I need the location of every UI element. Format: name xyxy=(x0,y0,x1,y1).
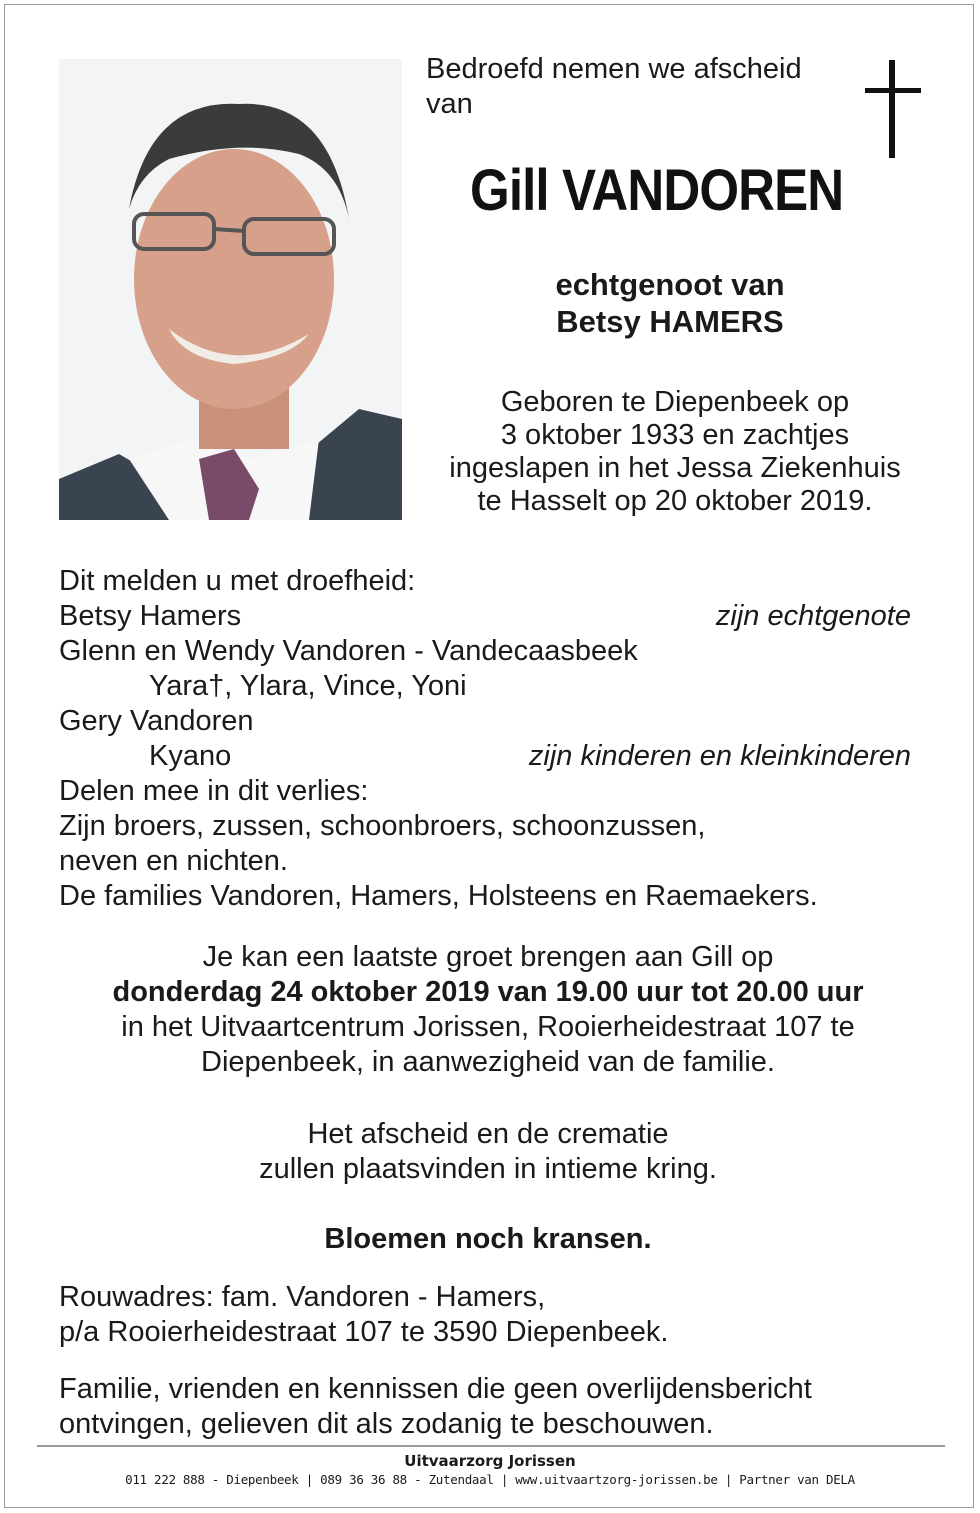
visitation-text xyxy=(59,940,917,1080)
intro-line: Bedroefd nemen we afscheid xyxy=(426,53,802,85)
footer-divider xyxy=(37,1445,945,1447)
share-line: Zijn broers, zussen, schoonbroers, schoonzussen, xyxy=(59,810,706,842)
visit-line: Diepenbeek, in aanwezigheid van de familie. xyxy=(201,1046,775,1078)
ceremony-line: zullen plaatsvinden in intieme kring. xyxy=(259,1153,717,1185)
mourner-row xyxy=(59,739,911,774)
cross-icon xyxy=(862,60,924,158)
mourners-list xyxy=(59,564,911,914)
visit-datetime: donderdag 24 oktober 2019 van 19.00 uur tot 20.00 uur xyxy=(112,976,864,1008)
deceased-name: Gill VANDOREN xyxy=(470,158,844,223)
visit-line: in het Uitvaartcentrum Jorissen, Rooierheidestraat 107 te xyxy=(121,1011,855,1043)
birth-line: te Hasselt op 20 oktober 2019. xyxy=(477,485,873,517)
spouse-name: Betsy HAMERS xyxy=(556,304,784,339)
funeral-home-contact: 011 222 888 - Diepenbeek | 089 36 36 88 - Zutendaal | www.uitvaartzorg-jorissen.be | Partner van DELA xyxy=(125,1472,855,1487)
funeral-home-name: Uitvaarzorg Jorissen xyxy=(404,1452,576,1470)
mourner-name: Betsy Hamers xyxy=(59,600,242,632)
birth-line: Geboren te Diepenbeek op xyxy=(500,386,850,418)
mourner-role: zijn kinderen en kleinkinderen xyxy=(528,740,911,772)
mourner-line: Yara†, Ylara, Vince, Yoni xyxy=(149,670,467,702)
ceremony-line: Het afscheid en de crematie xyxy=(307,1118,669,1150)
address-line: p/a Rooierheidestraat 107 te 3590 Diepenbeek. xyxy=(59,1316,669,1348)
ceremony-text xyxy=(59,1117,917,1187)
spouse-block xyxy=(460,266,880,340)
share-heading: Delen mee in dit verlies: xyxy=(59,775,369,807)
mourner-name: Kyano xyxy=(149,740,232,772)
flowers-notice: Bloemen noch kransen. xyxy=(324,1223,652,1255)
mourner-role: zijn echtgenote xyxy=(715,600,911,632)
mourners-heading: Dit melden u met droefheid: xyxy=(59,565,416,597)
mourner-line: Glenn en Wendy Vandoren - Vandecaasbeek xyxy=(59,635,638,667)
intro-line: van xyxy=(426,88,473,120)
address-line: Rouwadres: fam. Vandoren - Hamers, xyxy=(59,1281,546,1313)
portrait-photo xyxy=(59,59,402,520)
mourner-row xyxy=(59,599,911,634)
notice-line: Familie, vrienden en kennissen die geen overlijdensbericht xyxy=(59,1373,812,1405)
notice-line: ontvingen, gelieven dit als zodanig te beschouwen. xyxy=(59,1408,714,1440)
birth-line: ingeslapen in het Jessa Ziekenhuis xyxy=(449,452,901,484)
intro-text xyxy=(426,52,856,122)
birth-death-text xyxy=(420,386,930,518)
spouse-label: echtgenoot van xyxy=(555,267,785,302)
share-line: neven en nichten. xyxy=(59,845,288,877)
closing-notice xyxy=(59,1372,919,1442)
share-line: De families Vandoren, Hamers, Holsteens en Raemaekers. xyxy=(59,880,818,912)
mourning-address xyxy=(59,1280,919,1350)
mourner-line: Gery Vandoren xyxy=(59,705,254,737)
birth-line: 3 oktober 1933 en zachtjes xyxy=(500,419,850,451)
visit-line: Je kan een laatste groet brengen aan Gill op xyxy=(202,941,774,973)
